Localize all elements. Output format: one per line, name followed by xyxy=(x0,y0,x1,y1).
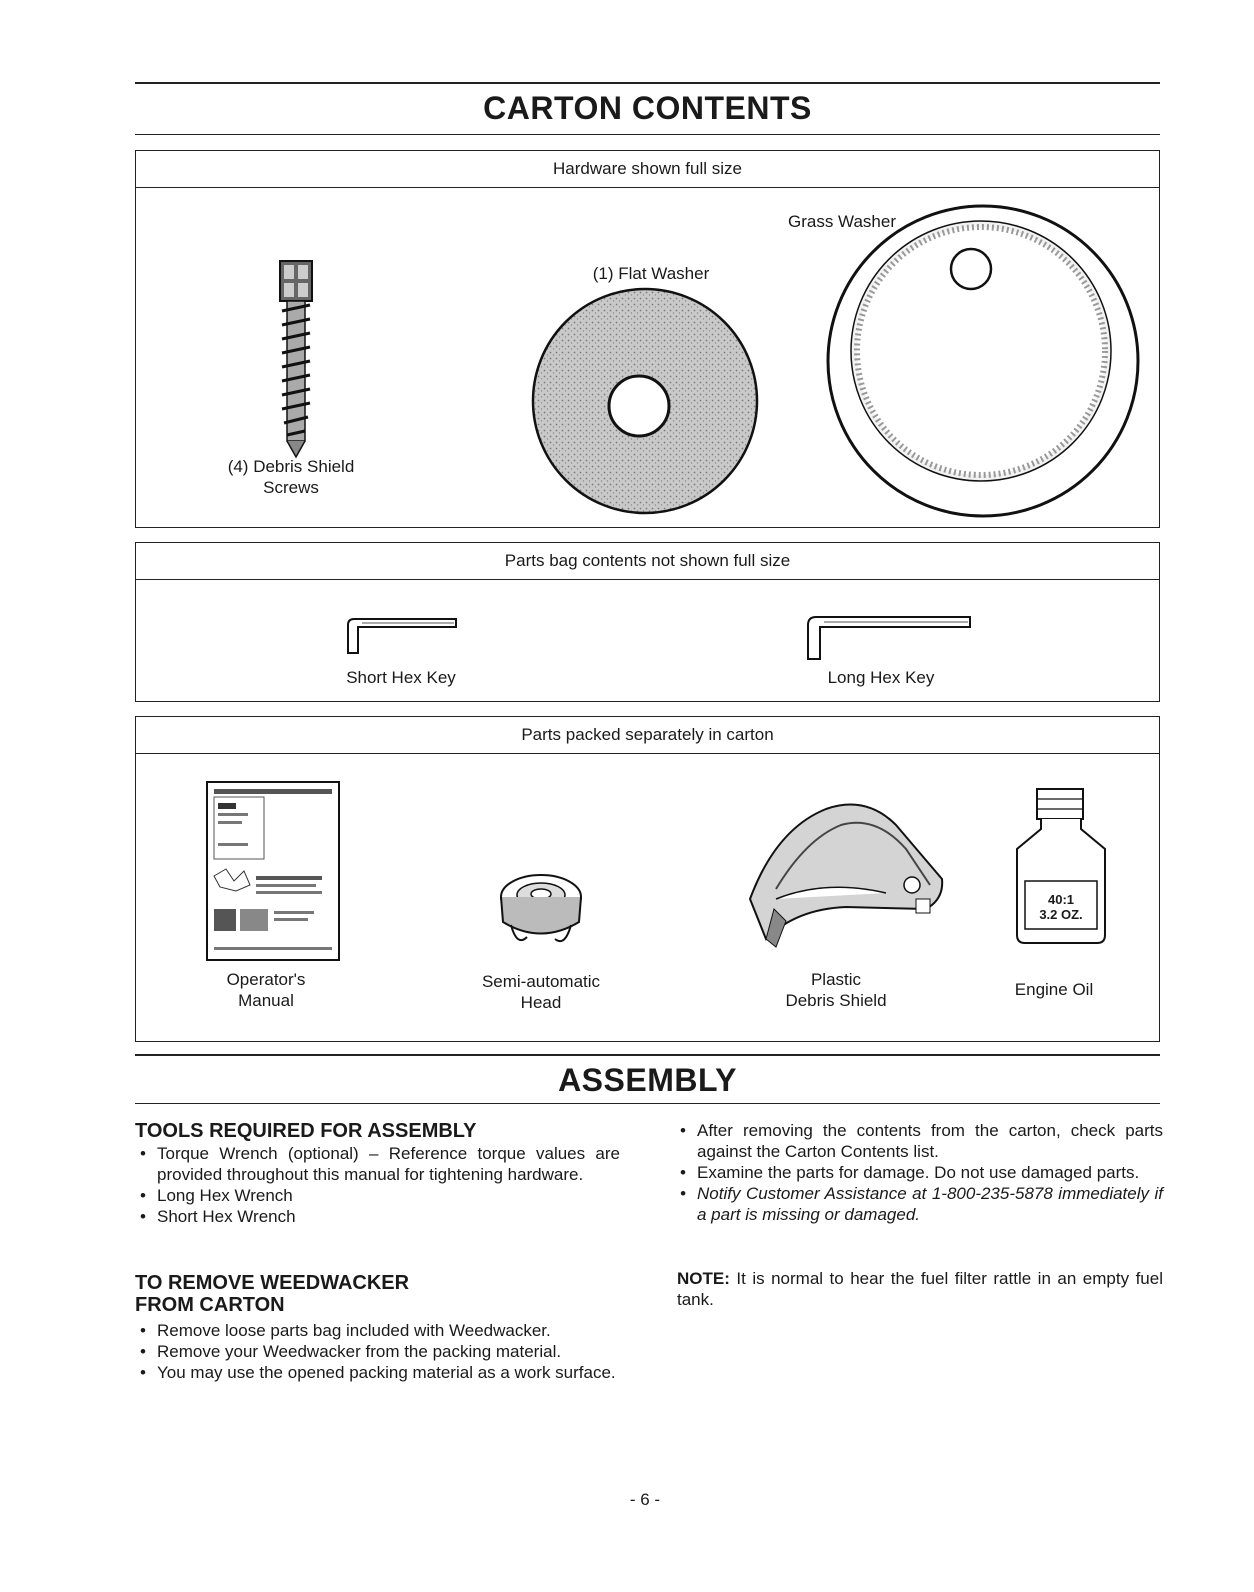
carton-title-underline xyxy=(135,134,1160,135)
tools-list xyxy=(135,1143,620,1227)
inspection-list xyxy=(675,1120,1163,1225)
hardware-box xyxy=(135,150,1160,528)
operators-manual-illustration xyxy=(206,781,340,961)
grass-washer-illustration xyxy=(821,201,1141,521)
semi-automatic-head-illustration xyxy=(491,867,591,957)
assembly-top-rule xyxy=(135,1054,1160,1056)
carton-contents-title: CARTON CONTENTS xyxy=(483,90,812,126)
semi-automatic-head-label: Semi-automatic Head xyxy=(481,972,601,1012)
list-item: • Notify Customer Assistance at 1-800-235-5878 immediately if a part is missing or damaged. xyxy=(675,1183,1163,1225)
list-item: • After removing the contents from the carton, check parts against the Carton Contents list. xyxy=(675,1120,1163,1162)
grass-washer-label: Grass Washer xyxy=(787,212,896,231)
remove-list xyxy=(135,1320,620,1383)
engine-oil-label: Engine Oil xyxy=(1014,980,1094,999)
engine-oil-bottle-illustration xyxy=(1011,787,1111,947)
flat-washer-label: (1) Flat Washer xyxy=(592,264,710,283)
long-hex-key-illustration xyxy=(804,613,974,663)
parts-bag-box-heading: Parts bag contents not shown full size xyxy=(136,543,1159,580)
separate-parts-box-heading: Parts packed separately in carton xyxy=(136,717,1159,754)
flat-washer-illustration xyxy=(531,291,771,521)
top-rule xyxy=(135,82,1160,84)
plastic-debris-shield-label: Plastic Debris Shield xyxy=(785,970,887,1010)
plastic-debris-shield-illustration xyxy=(746,789,946,949)
oil-bottle-label-text: 40:1 3.2 OZ. xyxy=(1039,892,1083,922)
list-item: • Remove loose parts bag included with Weedwacker. xyxy=(135,1320,620,1341)
hardware-box-heading: Hardware shown full size xyxy=(136,151,1159,188)
operators-manual-label: Operator's Manual xyxy=(226,970,306,1010)
list-item: • Short Hex Wrench xyxy=(135,1206,620,1227)
remove-heading: TO REMOVE WEEDWACKER FROM CARTON xyxy=(135,1272,410,1316)
list-item: • Remove your Weedwacker from the packing material. xyxy=(135,1341,620,1362)
list-item: • Torque Wrench (optional) – Reference torque values are provided throughout this manual for tightening hardware. xyxy=(135,1143,620,1185)
short-hex-key-label: Short Hex Key xyxy=(346,668,456,687)
page-number: - 6 - xyxy=(629,1490,661,1509)
list-item: • You may use the opened packing material as a work surface. xyxy=(135,1362,620,1383)
debris-shield-screw-illustration xyxy=(276,261,316,461)
long-hex-key-label: Long Hex Key xyxy=(827,668,935,687)
short-hex-key-illustration xyxy=(344,615,459,655)
fuel-filter-note: NOTE: It is normal to hear the fuel filter rattle in an empty fuel tank. xyxy=(677,1269,1163,1309)
assembly-title-underline xyxy=(135,1103,1160,1104)
assembly-title: ASSEMBLY xyxy=(558,1062,737,1098)
tools-heading: TOOLS REQUIRED FOR ASSEMBLY xyxy=(135,1120,477,1142)
list-item: • Long Hex Wrench xyxy=(135,1185,620,1206)
list-item: • Examine the parts for damage. Do not use damaged parts. xyxy=(675,1162,1163,1183)
separate-parts-box xyxy=(135,716,1160,1042)
screws-label: (4) Debris Shield Screws xyxy=(227,457,355,497)
parts-bag-box xyxy=(135,542,1160,702)
